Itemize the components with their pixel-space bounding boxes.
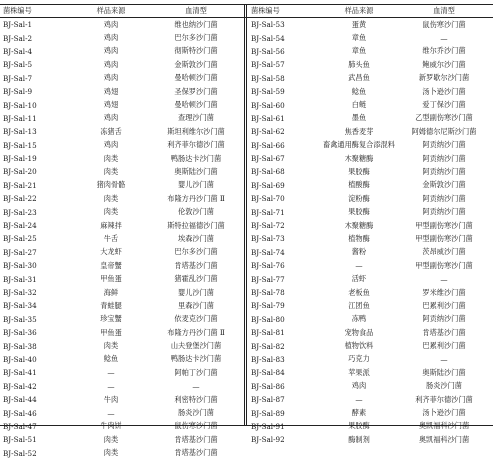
table-row xyxy=(0,72,244,85)
cell-serotype: 查理沙门菌 xyxy=(178,113,214,123)
cell-serotype: 斯坦利维尔沙门菌 xyxy=(167,126,225,136)
cell-serotype: 鼠伤寒沙门菌 xyxy=(422,19,466,29)
cell-sample-source: 酶制剂 xyxy=(348,434,370,444)
cell-strain-id: BJ-Sal-89 xyxy=(251,408,285,418)
cell-sample-source: 青蛙腿 xyxy=(100,300,122,310)
cell-serotype: 肯塔基沙门菌 xyxy=(174,448,218,458)
table-row xyxy=(0,139,244,152)
cell-serotype: — xyxy=(440,274,448,284)
cell-serotype: 阿贡纳沙门菌 xyxy=(422,153,466,163)
table-row xyxy=(0,219,244,232)
cell-serotype: — xyxy=(192,381,200,391)
table-row xyxy=(0,18,244,31)
cell-sample-source: 木聚糖酶 xyxy=(344,153,374,163)
cell-strain-id: BJ-Sal-52 xyxy=(3,448,37,458)
cell-sample-source: 肉类 xyxy=(103,434,119,444)
cell-serotype: 鸭肠达卡沙门菌 xyxy=(170,354,222,364)
cell-strain-id: BJ-Sal-70 xyxy=(251,194,285,204)
cell-serotype: 巴尔多沙门菌 xyxy=(174,247,218,257)
cell-strain-id: BJ-Sal-80 xyxy=(251,314,285,324)
table-row xyxy=(0,313,244,326)
cell-serotype: 阿贡纳沙门菌 xyxy=(422,140,466,150)
cell-serotype: 鸭肠达卡沙门菌 xyxy=(170,153,222,163)
table-row xyxy=(248,112,492,125)
cell-strain-id: BJ-Sal-57 xyxy=(251,60,285,70)
right-header-row xyxy=(248,4,492,17)
cell-serotype: 鲍威尔沙门菌 xyxy=(422,59,466,69)
cell-strain-id: BJ-Sal-68 xyxy=(251,167,285,177)
cell-sample-source: 肺头鱼 xyxy=(348,59,370,69)
cell-sample-source: 植物酶 xyxy=(348,233,370,243)
right-table-half xyxy=(248,4,492,445)
cell-serotype: 猪霍乱沙门菌 xyxy=(174,274,218,284)
cell-strain-id: BJ-Sal-41 xyxy=(3,368,37,378)
header-sample-source: 样品来源 xyxy=(96,5,126,15)
table-row xyxy=(248,192,492,205)
cell-strain-id: BJ-Sal-73 xyxy=(251,234,285,244)
cell-sample-source: 鸡翅 xyxy=(103,86,119,96)
cell-sample-source: 肉类 xyxy=(103,193,119,203)
cell-sample-source: 酱粉 xyxy=(351,247,367,257)
table-row xyxy=(248,179,492,192)
cell-strain-id: BJ-Sal-78 xyxy=(251,288,285,297)
table-row xyxy=(248,152,492,165)
table-row xyxy=(248,406,492,419)
cell-strain-id: BJ-Sal-34 xyxy=(3,301,37,311)
cell-sample-source: — xyxy=(107,368,115,378)
cell-serotype: 布隆方丹沙门菌 Ⅱ xyxy=(167,327,225,337)
table-row xyxy=(0,272,244,285)
cell-sample-source: 鲶鱼 xyxy=(351,86,367,96)
cell-strain-id: BJ-Sal-23 xyxy=(3,207,37,217)
cell-sample-source: 鸡肉 xyxy=(103,73,119,83)
table-row xyxy=(248,299,492,312)
cell-sample-source: 肉类 xyxy=(103,448,119,458)
cell-strain-id: BJ-Sal-19 xyxy=(3,154,37,164)
cell-serotype: 埃森沙门菌 xyxy=(178,233,214,243)
table-row xyxy=(0,98,244,111)
cell-sample-source: 淀粉酶 xyxy=(348,193,370,203)
left-header-row xyxy=(0,4,244,17)
cell-strain-id: BJ-Sal-60 xyxy=(251,100,285,110)
cell-sample-source: 武昌鱼 xyxy=(348,73,370,83)
cell-sample-source: — xyxy=(107,408,115,418)
cell-serotype: 维尔乔沙门菌 xyxy=(422,46,466,56)
right-table-body xyxy=(248,18,492,447)
cell-serotype: 巴尔多沙门菌 xyxy=(174,33,218,43)
cell-serotype: 罗米维沙门菌 xyxy=(422,287,466,297)
table-row xyxy=(248,72,492,85)
cell-serotype: 爱丁保沙门菌 xyxy=(422,100,466,110)
cell-strain-id: BJ-Sal-2 xyxy=(3,33,33,43)
cell-serotype: 伦敦沙门菌 xyxy=(178,207,214,217)
table-row xyxy=(248,205,492,218)
table-row xyxy=(248,31,492,44)
table-row xyxy=(0,152,244,165)
cell-sample-source: 肉类 xyxy=(103,207,119,217)
table-row xyxy=(0,433,244,446)
cell-serotype: 金斯敦沙门菌 xyxy=(422,180,466,190)
cell-strain-id: BJ-Sal-47 xyxy=(3,421,37,431)
cell-sample-source: 墨鱼 xyxy=(351,113,367,123)
cell-sample-source: 果胶酶 xyxy=(348,207,370,217)
cell-strain-id: BJ-Sal-71 xyxy=(251,207,285,217)
cell-strain-id: BJ-Sal-44 xyxy=(3,395,37,405)
cell-strain-id: BJ-Sal-27 xyxy=(3,247,37,257)
cell-serotype: 甲型副伤寒沙门菌 xyxy=(415,260,473,270)
cell-sample-source: 蛋黄 xyxy=(351,19,367,29)
table-row xyxy=(248,165,492,178)
cell-strain-id: BJ-Sal-83 xyxy=(251,354,285,364)
cell-strain-id: BJ-Sal-87 xyxy=(251,395,285,405)
table-row xyxy=(248,339,492,352)
cell-serotype: 茨昂威沙门菌 xyxy=(422,247,466,257)
cell-strain-id: BJ-Sal-51 xyxy=(3,435,37,445)
table-row xyxy=(0,366,244,379)
cell-strain-id: BJ-Sal-11 xyxy=(3,113,37,123)
cell-strain-id: BJ-Sal-53 xyxy=(251,20,285,30)
table-row xyxy=(0,58,244,71)
cell-serotype: 维也纳沙门菌 xyxy=(174,19,218,29)
left-table-body xyxy=(0,18,244,460)
cell-serotype: 阿贡纳沙门菌 xyxy=(422,193,466,203)
table-row xyxy=(0,339,244,352)
cell-sample-source: 畜禽通用酶复合添混料 xyxy=(323,140,395,150)
table-row xyxy=(0,232,244,245)
cell-serotype: 利齐菲尔德沙门菌 xyxy=(415,394,473,404)
table-row xyxy=(248,139,492,152)
cell-strain-id: BJ-Sal-58 xyxy=(251,73,285,83)
cell-strain-id: BJ-Sal-91 xyxy=(251,421,285,431)
cell-sample-source: 巧克力 xyxy=(348,354,370,364)
table-row xyxy=(0,286,244,299)
cell-sample-source: 鸡翅 xyxy=(103,100,119,110)
cell-serotype: 阿贡纳沙门菌 xyxy=(422,166,466,176)
cell-serotype: 依麦克沙门菌 xyxy=(174,314,218,324)
cell-serotype: 布隆方丹沙门菌 Ⅱ xyxy=(167,193,225,203)
cell-sample-source: 老板鱼 xyxy=(348,287,370,297)
cell-sample-source: 果胶酶 xyxy=(348,166,370,176)
cell-serotype: 彻斯特沙门菌 xyxy=(174,46,218,56)
table-row xyxy=(248,246,492,259)
cell-serotype: 肯塔基沙门菌 xyxy=(174,434,218,444)
cell-strain-id: BJ-Sal-7 xyxy=(3,73,33,83)
cell-sample-source: 麻辣拌 xyxy=(100,220,122,230)
table-row xyxy=(0,420,244,433)
table-row xyxy=(0,447,244,460)
cell-serotype: 奥凯福科沙门菌 xyxy=(418,434,470,444)
cell-serotype: 曼哈顿沙门菌 xyxy=(174,73,218,83)
cell-serotype: 阿姆德尔尼斯沙门菌 xyxy=(411,126,477,136)
table-row xyxy=(0,246,244,259)
table-row xyxy=(0,393,244,406)
cell-serotype: 汤卜逊沙门菌 xyxy=(422,86,466,96)
cell-sample-source: 冻鸭 xyxy=(351,314,367,324)
column-divider xyxy=(244,4,247,425)
cell-strain-id: BJ-Sal-30 xyxy=(3,261,37,271)
cell-sample-source: 植酸酶 xyxy=(348,180,370,190)
cell-sample-source: 章鱼 xyxy=(351,33,367,43)
cell-serotype: 乙型副伤寒沙门菌 xyxy=(415,113,473,123)
cell-sample-source: — xyxy=(355,395,363,405)
cell-sample-source: 活虾 xyxy=(351,274,367,284)
cell-sample-source: 皇帝蟹 xyxy=(100,260,122,270)
cell-strain-id: BJ-Sal-36 xyxy=(3,328,37,338)
cell-strain-id: BJ-Sal-67 xyxy=(251,154,285,164)
header-strain-id: 菌株编号 xyxy=(251,5,280,15)
cell-sample-source: 章鱼 xyxy=(351,46,367,56)
table-row xyxy=(248,58,492,71)
cell-strain-id: BJ-Sal-72 xyxy=(251,221,285,231)
cell-strain-id: BJ-Sal-54 xyxy=(251,33,285,43)
table-row xyxy=(248,18,492,31)
table-row xyxy=(0,179,244,192)
cell-strain-id: BJ-Sal-82 xyxy=(251,341,285,351)
table-row xyxy=(0,380,244,393)
table-row xyxy=(248,326,492,339)
cell-sample-source: 肉类 xyxy=(103,166,119,176)
cell-serotype: 山夫登堡沙门菌 xyxy=(170,341,222,351)
table-row xyxy=(0,353,244,366)
cell-serotype: 曼哈顿沙门菌 xyxy=(174,100,218,110)
cell-sample-source: 鸡肉 xyxy=(103,33,119,43)
cell-sample-source: 木聚糖酶 xyxy=(344,220,374,230)
table-row xyxy=(248,433,492,446)
cell-sample-source: — xyxy=(355,261,363,271)
cell-strain-id: BJ-Sal-5 xyxy=(3,60,33,70)
cell-strain-id: BJ-Sal-10 xyxy=(3,100,37,110)
cell-serotype: 巴累利沙门菌 xyxy=(422,341,466,351)
cell-strain-id: BJ-Sal-21 xyxy=(3,180,37,190)
cell-serotype: 里森沙门菌 xyxy=(178,300,214,310)
table-row xyxy=(0,192,244,205)
table-row xyxy=(248,353,492,366)
table-row xyxy=(248,380,492,393)
header-serotype: 血清型 xyxy=(433,5,455,15)
cell-strain-id: BJ-Sal-20 xyxy=(3,167,37,177)
cell-sample-source: 鸡肉 xyxy=(103,19,119,29)
table-row xyxy=(248,420,492,433)
cell-serotype: 阿帕丁沙门菌 xyxy=(174,367,218,377)
cell-sample-source: 大龙虾 xyxy=(100,247,122,257)
table-row xyxy=(248,219,492,232)
cell-serotype: 肠炎沙门菌 xyxy=(426,381,462,391)
cell-sample-source: 鸡肉 xyxy=(103,140,119,150)
cell-strain-id: BJ-Sal-86 xyxy=(251,381,285,391)
cell-sample-source: 甲鱼蛋 xyxy=(100,274,122,284)
cell-strain-id: BJ-Sal-77 xyxy=(251,274,285,284)
table-row xyxy=(248,286,492,299)
cell-sample-source: 肉类 xyxy=(103,153,119,163)
cell-strain-id: BJ-Sal-25 xyxy=(3,234,37,244)
cell-serotype: 奥斯陆沙门菌 xyxy=(174,166,218,176)
table-row xyxy=(248,272,492,285)
cell-sample-source: 冻猪舌 xyxy=(100,126,122,136)
cell-serotype: 阿贡纳沙门菌 xyxy=(422,314,466,324)
left-table-half xyxy=(0,4,244,458)
table-row xyxy=(248,85,492,98)
cell-sample-source: 白鲢 xyxy=(351,100,367,110)
cell-serotype: 奥凯福科沙门菌 xyxy=(418,421,470,431)
cell-strain-id: BJ-Sal-92 xyxy=(251,435,285,445)
cell-sample-source: 果胶酶 xyxy=(348,421,370,431)
cell-strain-id: BJ-Sal-15 xyxy=(3,140,37,150)
table-row xyxy=(0,406,244,419)
cell-sample-source: 酵素 xyxy=(351,408,367,418)
cell-strain-id: BJ-Sal-35 xyxy=(3,314,37,324)
cell-strain-id: BJ-Sal-13 xyxy=(3,127,37,137)
cell-sample-source: 牛肉饼 xyxy=(100,421,122,431)
cell-serotype: 婴儿沙门菌 xyxy=(178,180,214,190)
table-row xyxy=(0,259,244,272)
cell-sample-source: 牛肉 xyxy=(103,394,119,404)
cell-sample-source: 植物饮料 xyxy=(344,341,374,351)
table-row xyxy=(0,31,244,44)
cell-strain-id: BJ-Sal-84 xyxy=(251,368,285,378)
cell-sample-source: 鲶鱼 xyxy=(103,354,119,364)
cell-strain-id: BJ-Sal-1 xyxy=(3,20,33,30)
cell-serotype: 阿贡纳沙门菌 xyxy=(422,207,466,217)
cell-serotype: 婴儿沙门菌 xyxy=(178,287,214,297)
cell-serotype: 鼠伤寒沙门菌 xyxy=(174,421,218,431)
cell-serotype: 巴累利沙门菌 xyxy=(422,300,466,310)
cell-strain-id: BJ-Sal-4 xyxy=(3,46,33,56)
table-row xyxy=(248,313,492,326)
table-row xyxy=(248,366,492,379)
cell-strain-id: BJ-Sal-46 xyxy=(3,408,37,418)
cell-serotype: 新罗歇尔沙门菌 xyxy=(418,73,470,83)
cell-serotype: 肯塔基沙门菌 xyxy=(174,260,218,270)
cell-sample-source: 鸡肉 xyxy=(351,381,367,391)
cell-serotype: 汤卜逊沙门菌 xyxy=(422,408,466,418)
table-row xyxy=(0,326,244,339)
cell-strain-id: BJ-Sal-61 xyxy=(251,113,285,123)
cell-sample-source: 鸡肉 xyxy=(103,46,119,56)
cell-strain-id: BJ-Sal-59 xyxy=(251,87,285,97)
table-row xyxy=(248,393,492,406)
cell-sample-source: — xyxy=(107,381,115,391)
cell-strain-id: BJ-Sal-79 xyxy=(251,301,285,311)
table-row xyxy=(248,232,492,245)
cell-serotype: 圣保罗沙门菌 xyxy=(174,86,218,96)
header-sample-source: 样品来源 xyxy=(344,5,374,15)
cell-serotype: 肠炎沙门菌 xyxy=(178,408,214,418)
cell-strain-id: BJ-Sal-40 xyxy=(3,354,37,364)
cell-sample-source: 鸡肉 xyxy=(103,59,119,69)
cell-serotype: 利密特沙门菌 xyxy=(174,394,218,404)
cell-sample-source: 甲鱼蛋 xyxy=(100,327,122,337)
cell-strain-id: BJ-Sal-56 xyxy=(251,46,285,56)
cell-sample-source: 珍宝蟹 xyxy=(100,314,122,324)
table-row xyxy=(248,45,492,58)
cell-serotype: 甲型副伤寒沙门菌 xyxy=(415,233,473,243)
table-row xyxy=(248,98,492,111)
cell-sample-source: 鸡肉 xyxy=(103,113,119,123)
cell-sample-source: 苹果派 xyxy=(348,367,370,377)
cell-serotype: 利齐菲尔德沙门菌 xyxy=(167,140,225,150)
cell-serotype: 甲型副伤寒沙门菌 xyxy=(415,220,473,230)
cell-strain-id: BJ-Sal-9 xyxy=(3,87,33,97)
table-row xyxy=(0,125,244,138)
cell-serotype: 肯塔基沙门菌 xyxy=(422,327,466,337)
cell-strain-id: BJ-Sal-76 xyxy=(251,261,285,271)
cell-strain-id: BJ-Sal-38 xyxy=(3,341,37,351)
cell-sample-source: 江团鱼 xyxy=(348,300,370,310)
header-strain-id: 菌株编号 xyxy=(3,5,32,15)
cell-sample-source: 牛舌 xyxy=(103,233,119,243)
cell-strain-id: BJ-Sal-42 xyxy=(3,381,37,391)
cell-strain-id: BJ-Sal-24 xyxy=(3,221,37,231)
table-row xyxy=(0,165,244,178)
cell-sample-source: 宠物食品 xyxy=(344,327,374,337)
table-row xyxy=(248,125,492,138)
cell-strain-id: BJ-Sal-62 xyxy=(251,127,285,137)
table-row xyxy=(0,299,244,312)
cell-strain-id: BJ-Sal-69 xyxy=(251,180,285,190)
header-serotype: 血清型 xyxy=(185,5,207,15)
cell-sample-source: 海鲜 xyxy=(103,287,119,297)
table-row xyxy=(0,45,244,58)
cell-serotype: 奥斯陆沙门菌 xyxy=(422,367,466,377)
table-row xyxy=(0,85,244,98)
cell-sample-source: 肉类 xyxy=(103,341,119,351)
cell-strain-id: BJ-Sal-81 xyxy=(251,328,285,338)
cell-strain-id: BJ-Sal-74 xyxy=(251,247,285,257)
cell-strain-id: BJ-Sal-32 xyxy=(3,288,37,297)
table-row xyxy=(0,205,244,218)
cell-sample-source: 焦香麦芽 xyxy=(344,126,374,136)
cell-serotype: — xyxy=(440,354,448,364)
table-row xyxy=(248,259,492,272)
cell-serotype: 斯特拉福德沙门菌 xyxy=(167,220,225,230)
table-row xyxy=(0,112,244,125)
cell-strain-id: BJ-Sal-22 xyxy=(3,194,37,204)
cell-serotype: — xyxy=(440,33,448,43)
cell-serotype: 金斯敦沙门菌 xyxy=(174,59,218,69)
cell-sample-source: 猪肉骨骼 xyxy=(96,180,126,190)
cell-strain-id: BJ-Sal-66 xyxy=(251,140,285,150)
cell-strain-id: BJ-Sal-31 xyxy=(3,274,37,284)
